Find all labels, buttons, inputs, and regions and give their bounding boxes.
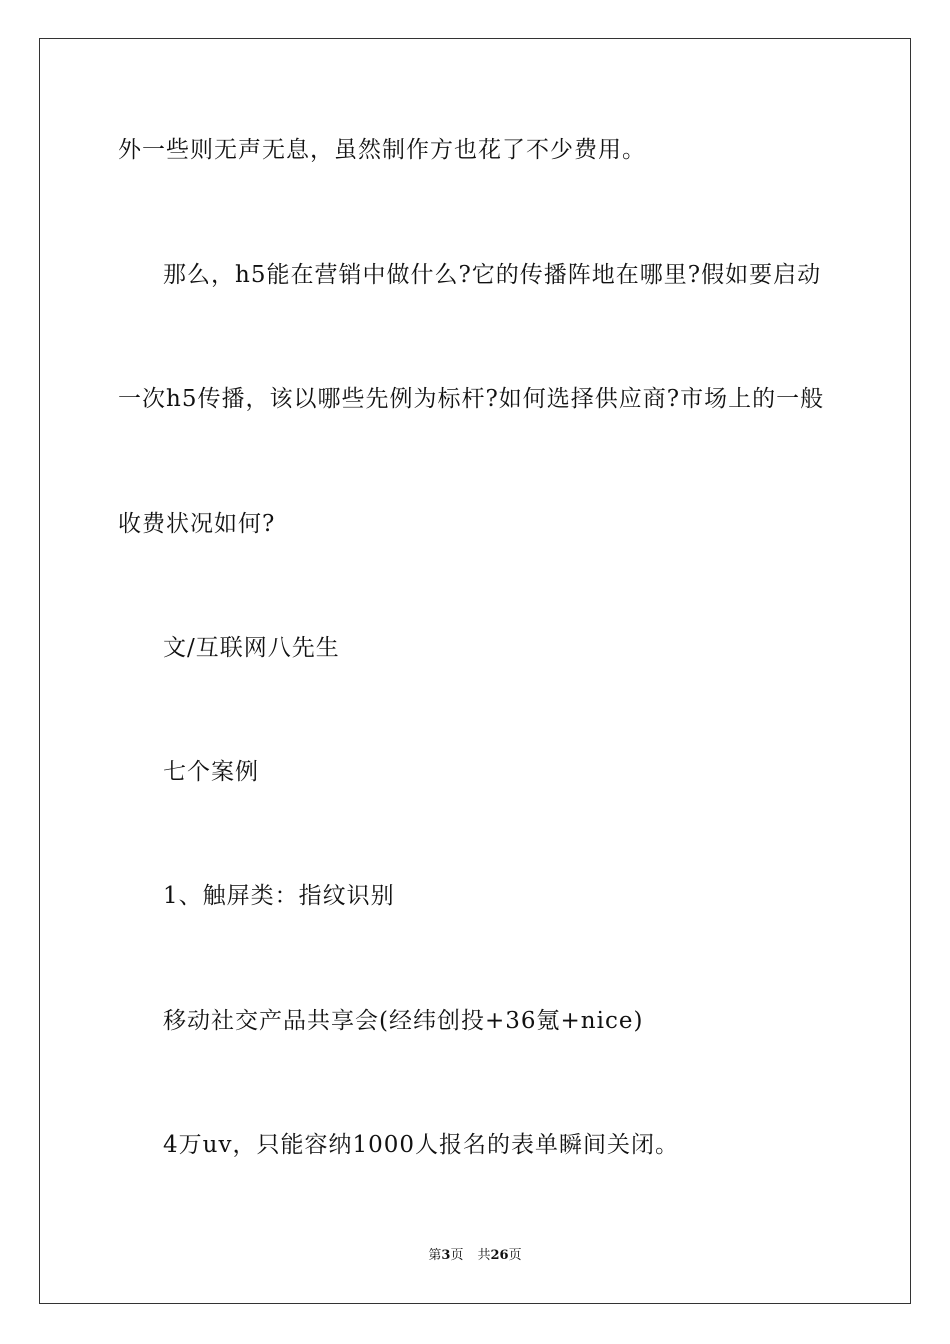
section-heading: 七个案例 [163,759,259,785]
footer-page-prefix: 第 [428,1248,442,1263]
footer-total-prefix: 共 [477,1248,491,1263]
page-border [39,38,911,1304]
page-footer [0,1247,950,1265]
case-line-2: 4万uv，只能容纳1000人报名的表单瞬间关闭。 [163,1132,679,1158]
paragraph-line-1: 外一些则无声无息，虽然制作方也花了不少费用。 [118,137,646,163]
footer-total-suffix: 页 [508,1248,522,1263]
footer-page-number: 3 [441,1248,451,1263]
case-line-1: 移动社交产品共享会(经纬创投+36氪+nice) [163,1008,644,1034]
footer-total-pages: 26 [490,1248,509,1263]
author-line: 文/互联网八先生 [163,635,340,661]
paragraph-line-2: 那么，h5能在营销中做什么?它的传播阵地在哪里?假如要启动 [163,262,822,288]
paragraph-line-4: 收费状况如何? [118,511,276,537]
case-heading: 1、触屏类：指纹识别 [163,883,395,909]
footer-page-suffix: 页 [450,1248,464,1263]
paragraph-line-3: 一次h5传播，该以哪些先例为标杆?如何选择供应商?市场上的一般 [118,386,825,412]
